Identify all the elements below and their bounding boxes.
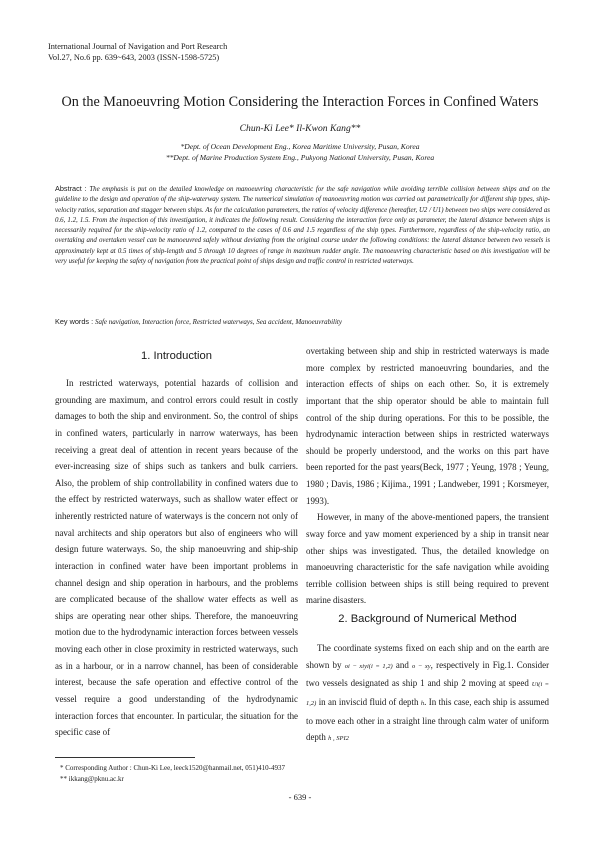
journal-name: International Journal of Navigation and Port Research [48,42,228,51]
bg-text-c: , respectively in Fig.1. Consider two vessels designated as ship 1 and ship 2 moving at speed [306,659,550,689]
bg-math-speed: Ui(i = 1,2) [306,681,550,707]
abstract [55,184,550,267]
bg-text-a: The coordinate systems fixed on each ship and on the earth are shown by [306,643,549,670]
bg-text-d: in an inviscid fluid of depth [318,696,419,707]
keywords-text: Safe navigation, Interaction force, Restricted waterways, Sea accident, Manoeuvrability [94,318,342,326]
section-heading-background: 2. Background of Numerical Method [338,613,517,625]
right-column [306,343,549,609]
authors: Chun-Ki Lee* Il-Kwon Kang** [239,123,361,134]
keywords [55,317,550,326]
abstract-text: The emphasis is put on the detailed knowledge on manoeuvring characteristic for the safe navigation while avoiding terrible collision between ships and on the guideline to the design and operation of the ship-waterway system. The numerical simulation of manoeuvring motion was carried out parametrically for different ship types, ship-velocity ratios, separation and stagger between ships. As for the calculation parameters, the ratios of velocity difference (hereafter, U2 / U1) between two ships were considered as 0.6, 1.2, 1.5. From the inspection of this investigation, it indicates the following result. Considering the interaction force only as parameter, the lateral distance between ships is necessarily required for the ship-velocity ratio of 1.2, compared to the cases of 0.6 and 1.5 regardless of the ship types. Furthermore, regardless of the ship-velocity ratio, an overtaking and overtaken vessel can be manoeuvred safely without deviating from the original course under the following conditions: the lateral distance between two vessels is approximately kept at 0.5 times of ship-length and 5 through 10 degrees of range in maximum rudder angle. The manoeuvring characteristic based on this investigation will be very useful for keeping the safety of navigation from the practical point of ships design and traffic control in restricted waterways. [55,186,550,265]
background-paragraph [306,640,549,748]
affiliations [0,141,600,163]
background-column [306,640,549,748]
page-number: - 639 - [288,792,312,802]
affiliation-2: **Dept. of Marine Production System Eng., Pukyong National University, Pusan, Korea [165,153,435,162]
journal-volume: Vol.27, No.6 pp. 639~643, 2003 (ISSN-1598-5725) [48,53,220,62]
affiliation-1: *Dept. of Ocean Development Eng., Korea Maritime University, Pusan, Korea [180,142,420,151]
bg-math-depth-2: h , SPI2 [328,735,349,743]
bg-text-b: and [395,659,409,670]
footnote-corresponding: * Corresponding Author : Chun-Ki Lee, leeck1520@hanmail.net, 051)410-4937 [60,764,285,772]
right-paragraph-1: overtaking between ship and ship in restricted waterways is made more complex by restricted manoeuvring boundaries, and the interaction effects of ships on each other. So, it is extremely important that the ship operator should be able to maintain full control of the ship during operations. For this to be possible, the hydrodynamic interaction between ships in restricted waterways should be properly understood, and the works on this part have been reported for the past years(Beck, 1977 ; Yeung, 1978 ; Yeung, 1980 ; Davis, 1986 ; Kijima., 1991 ; Landweber, 1991 ; Korsmeyer, 1993). [306,346,549,506]
keywords-label: Key words : [55,317,94,326]
bg-text-e: . In this case, each ship is assumed to move each other in a straight line through calm water of uniform depth [306,696,550,743]
footnotes [60,763,285,785]
left-column [55,375,298,741]
bg-math-ship-coords: oi − xiyi(i = 1,2) [344,662,393,670]
abstract-label: Abstract : [55,184,87,193]
footnote-divider [55,757,195,758]
section-heading-introduction: 1. Introduction [141,350,212,362]
paper-title: On the Manoeuvring Motion Considering the Interaction Forces in Confined Waters [61,94,539,110]
bg-math-depth: h [420,699,425,707]
journal-header [48,41,227,63]
footnote-email: ** ikkang@pknu.ac.kr [60,775,124,783]
right-paragraph-2: However, in many of the above-mentioned papers, the transient sway force and yaw moment experienced by a ship in transit near other ships was investigated. Thus, the detailed knowledge on manoeuvring characteristic for the safe navigation while avoiding terrible collision between ships is still being required to prevent marine disasters. [306,512,549,606]
intro-paragraph: In restricted waterways, potential hazards of collision and grounding are maximum, and control errors could result in costly damages to both the ship and environment. So, the control of ships in confined waters, particularly in narrow waterways, has been receiving a great deal of attention in recent years because of the ever-increasing size of ships such as tankers and bulk carriers. Also, the problem of ship controllability in confined waters due to the effect by restricted waterways, such as shallow water effect or inherently restricted nature of waterways is the concern not only of naval architects and ship operators but also of engineers who will design future waterways. So, the ship manoeuvring and ship-ship interaction in confined water have been important problems in channel design and ship operation in harbours, and the problems are complicated because of the shallow water effects as well as ships are operating near other ships. Therefore, the manoeuvring motion due to the hydrodynamic interaction forces between vessels moving each other in close proximity in restricted waterways, such as in a harbour, or in a narrow channel, has been of considerable interest, because the safe operation and effective control of the vessel require a good understanding of the hydrodynamic interaction forces that encounter. In particular, the situation for the specific case of [55,378,298,738]
bg-math-earth-coords: o − xy [412,662,431,670]
